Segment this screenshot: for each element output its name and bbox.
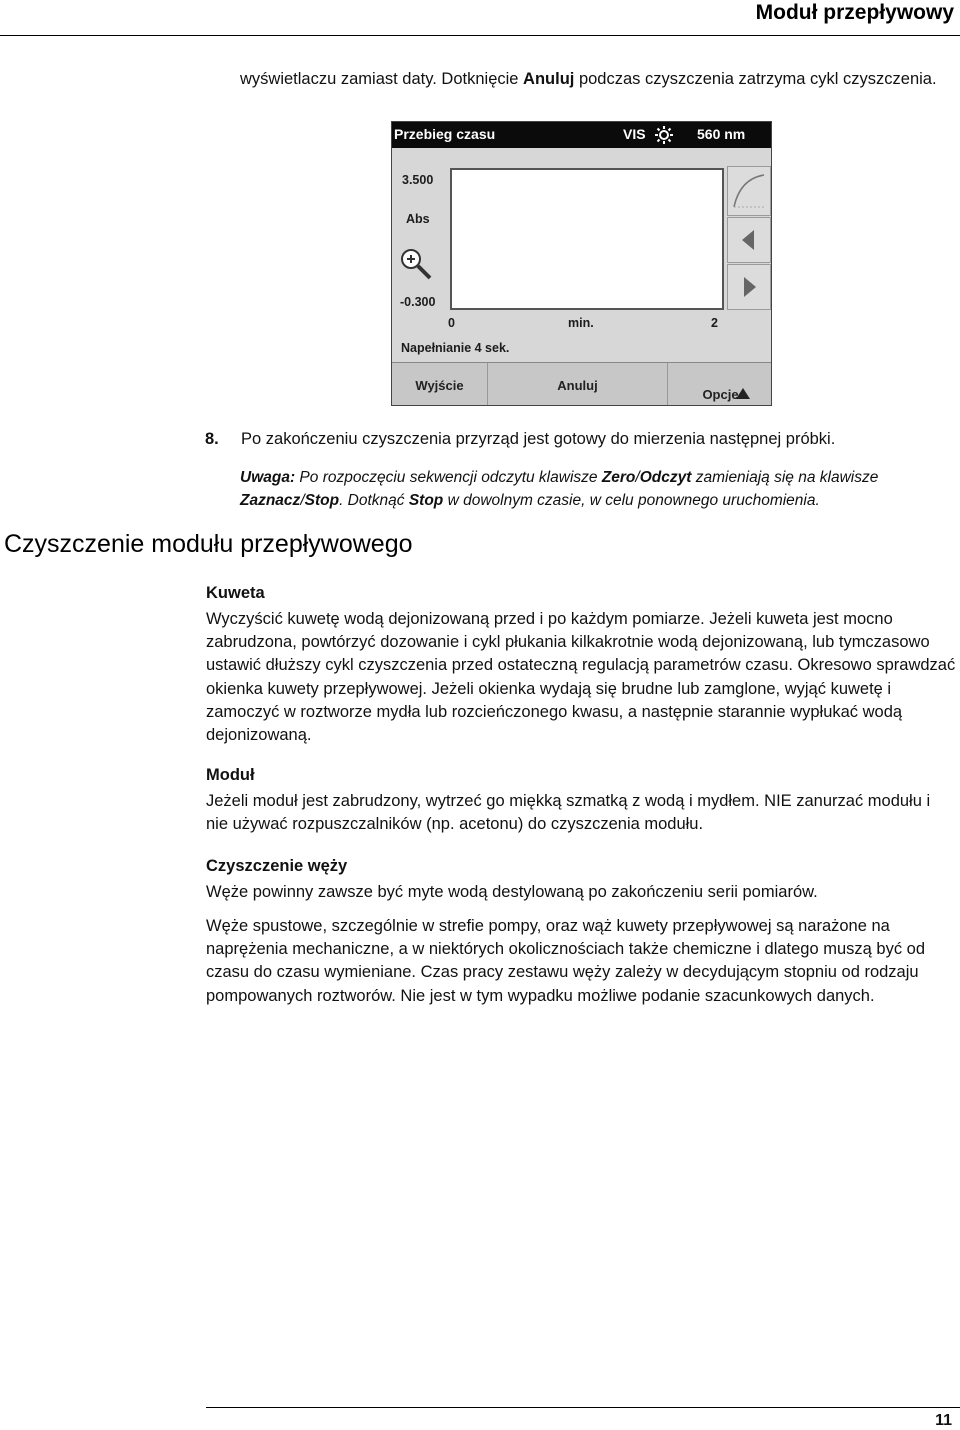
lamp-label: VIS <box>623 126 646 142</box>
header-rule <box>0 35 960 36</box>
weze-heading: Czyszczenie węży <box>206 857 348 875</box>
screen-title: Przebieg czasu <box>394 126 496 142</box>
weze-paragraph-2: Węże spustowe, szczególnie w strefie pompy, oraz wąż kuwety przepływowej są narażone na naprężenia mechaniczne, a w niektórych okolicznościach także chemiczne i dlatego muszą być od czasu do czasu wymieniane. Czas pracy zestawu węży zależy w decydującym stopniu od rodzaju pompowanych roztworów. Nie jest w tym wypadku możliwe podanie szacunkowych danych. <box>206 917 926 1005</box>
footer-rule <box>206 1407 960 1408</box>
page-number: 11 <box>935 1412 952 1429</box>
sun-icon <box>654 125 674 148</box>
cancel-button[interactable] <box>488 363 668 406</box>
arrow-right-icon <box>728 296 770 313</box>
x-axis-max: 2 <box>711 316 718 330</box>
x-axis-unit: min. <box>568 316 594 330</box>
wavelength-label: 560 nm <box>697 126 746 142</box>
screen-title-bar <box>392 122 771 148</box>
options-button-label: Opcje <box>702 387 739 402</box>
status-text: Napełnianie 4 sek. <box>401 341 510 355</box>
instrument-screen <box>391 121 772 406</box>
section-title: Czyszczenie modułu przepływowego <box>4 530 413 558</box>
intro-paragraph: wyświetlaczu zamiast daty. Dotknięcie Anuluj podczas czyszczenia zatrzyma cykl czyszczenia. <box>240 70 937 88</box>
modul-heading: Moduł <box>206 766 255 784</box>
curve-view-button[interactable] <box>727 166 771 216</box>
modul-paragraph: Jeżeli moduł jest zabrudzony, wytrzeć go miękką szmatką z wodą i mydłem. NIE zanurzać modułu i nie używać rozpuszczalników (np. acetonu) do czyszczenia modułu. <box>206 792 931 834</box>
kuweta-paragraph: Wyczyścić kuwetę wodą dejonizowaną przed i po każdym pomiarze. Jeżeli kuweta jest mocno zabrudzona, powtórzyć dozowanie i cykl płukania kilkakrotnie wodą dejonizowaną, lub tymczasowo ustawić dłuższy cykl czyszczenia przed ostateczną regulacją parametrów czasu. Okresowo sprawdzać okienka kuwety przepływowej. Jeżeli okienka wydają się brudne lub zamglone, wyjąć kuwetę i zamoczyć w roztworze mydła lub rozcieńczonego kwasu, a następnie starannie wypłukać wodą dejonizowaną. <box>206 610 956 745</box>
step-number: 8. <box>205 430 219 448</box>
y-axis-unit: Abs <box>406 212 430 226</box>
screen-button-bar <box>392 362 771 406</box>
kuweta-heading: Kuweta <box>206 584 265 602</box>
x-axis-min: 0 <box>448 316 455 330</box>
options-button[interactable] <box>668 363 772 406</box>
scroll-left-button[interactable] <box>727 217 771 263</box>
step-text: Po zakończeniu czyszczenia przyrząd jest gotowy do mierzenia następnej próbki. <box>241 430 836 448</box>
y-axis-max: 3.500 <box>402 173 434 187</box>
note: Uwaga: Po rozpoczęciu sekwencji odczytu klawisze Zero/Odczyt zamieniają się na klawisze Zaznacz/Stop. Dotknąć Stop w dowolnym czasie, w celu ponownego uruchomienia. <box>240 469 879 509</box>
cancel-button-label: Anuluj <box>557 378 598 393</box>
plot-area <box>450 168 724 310</box>
exit-button[interactable] <box>392 363 488 406</box>
exit-button-label: Wyjście <box>415 378 464 393</box>
y-axis-min: -0.300 <box>400 295 436 309</box>
weze-paragraph-1: Węże powinny zawsze być myte wodą destylowaną po zakończeniu serii pomiarów. <box>206 883 818 901</box>
scroll-right-button[interactable] <box>727 264 771 310</box>
running-header: Moduł przepływowy <box>755 1 954 24</box>
step-8 <box>205 428 945 451</box>
zoom-icon[interactable] <box>398 246 436 287</box>
